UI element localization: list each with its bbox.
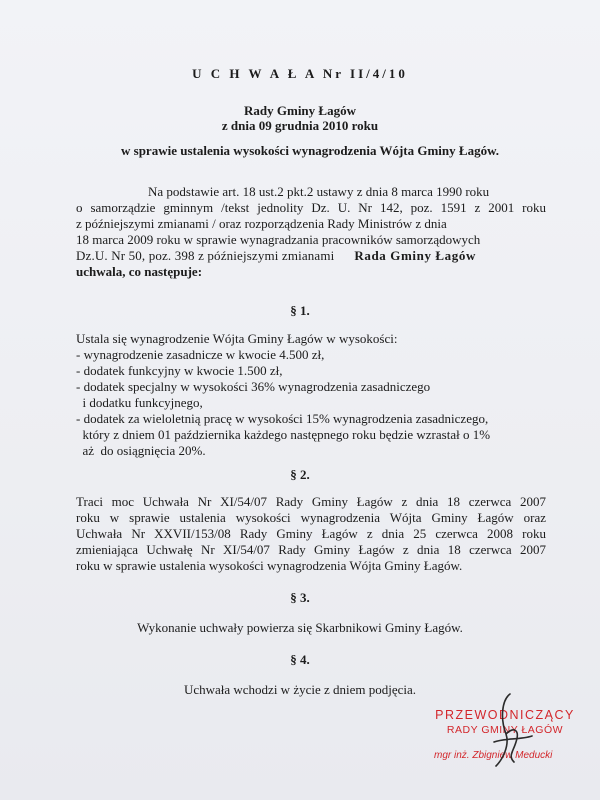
preamble-line-2: o samorządzie gminnym /tekst jednolity Dz. U. Nr 142, poz. 1591 z 2001 roku <box>76 200 546 215</box>
section-1-item: - dodatek funkcyjny w kwocie 1.500 zł, <box>76 363 283 378</box>
section-4-heading: § 4. <box>290 652 310 667</box>
section-2-line: roku w sprawie ustalenia wysokości wynagrodzenia Wójta Gminy Łagów oraz <box>76 510 546 525</box>
preamble-line-5 <box>76 248 476 264</box>
stamp-title: PRZEWODNICZĄCY <box>435 708 575 722</box>
section-3-text: Wykonanie uchwały powierza się Skarbnikowi Gminy Łagów. <box>137 620 463 635</box>
preamble-line-1: Na podstawie art. 18 ust.2 pkt.2 ustawy z dnia 8 marca 1990 roku <box>148 184 490 199</box>
issuer: Rady Gminy Łagów <box>244 103 356 118</box>
section-2-line: Uchwała Nr XXVII/153/08 Rady Gminy Łagów z dnia 25 czerwca 2008 roku <box>76 526 546 541</box>
section-1-item: aż do osiągnięcia 20%. <box>76 443 206 458</box>
section-1-item: i dodatku funkcyjnego, <box>76 395 203 410</box>
preamble-closing: uchwala, co następuje: <box>76 264 203 279</box>
preamble-line-5-text: Dz.U. Nr 50, poz. 398 z późniejszymi zmianami <box>76 248 335 263</box>
resolution-subject: w sprawie ustalenia wysokości wynagrodzenia Wójta Gminy Łagów. <box>121 143 499 158</box>
section-1-item: który z dniem 01 października każdego następnego roku będzie wzrastał o 1% <box>76 427 491 442</box>
section-2-heading: § 2. <box>290 467 310 482</box>
section-2-line: Traci moc Uchwała Nr XI/54/07 Rady Gminy Łagów z dnia 18 czerwca 2007 <box>76 494 546 509</box>
section-1-item: - dodatek specjalny w wysokości 36% wynagrodzenia zasadniczego <box>76 379 431 394</box>
section-2-line: roku w sprawie ustalenia wysokości wynagrodzenia Wójta Gminy Łagów. <box>76 558 463 573</box>
section-1-item: - dodatek za wieloletnią pracę w wysokości 15% wynagrodzenia zasadniczego, <box>76 411 489 426</box>
section-4-text: Uchwała wchodzi w życie z dniem podjęcia. <box>183 682 417 697</box>
stamp-name: mgr inż. Zbigniew Meducki <box>434 750 553 761</box>
handwritten-signature <box>480 690 540 770</box>
section-1-item: - wynagrodzenie zasadnicze w kwocie 4.500 zł, <box>76 347 325 362</box>
section-3-heading: § 3. <box>290 590 310 605</box>
preamble-line-3: z późniejszymi zmianami / oraz rozporządzenia Rady Ministrów z dnia <box>76 216 447 231</box>
resolution-date: z dnia 09 grudnia 2010 roku <box>221 118 379 133</box>
council-name: Rada Gminy Łagów <box>354 248 476 263</box>
preamble-line-4: 18 marca 2009 roku w sprawie wynagradzania pracowników samorządowych <box>76 232 481 247</box>
section-1-intro: Ustala się wynagrodzenie Wójta Gminy Łagów w wysokości: <box>76 331 398 346</box>
section-1-heading: § 1. <box>290 303 310 318</box>
resolution-title: U C H W A Ł A Nr II/4/10 <box>192 66 408 81</box>
stamp-council: RADY GMINY ŁAGÓW <box>446 724 564 736</box>
section-2-line: zmieniająca Uchwałę Nr XI/54/07 Rady Gminy Łagów z dnia 18 czerwca 2007 <box>76 542 546 557</box>
